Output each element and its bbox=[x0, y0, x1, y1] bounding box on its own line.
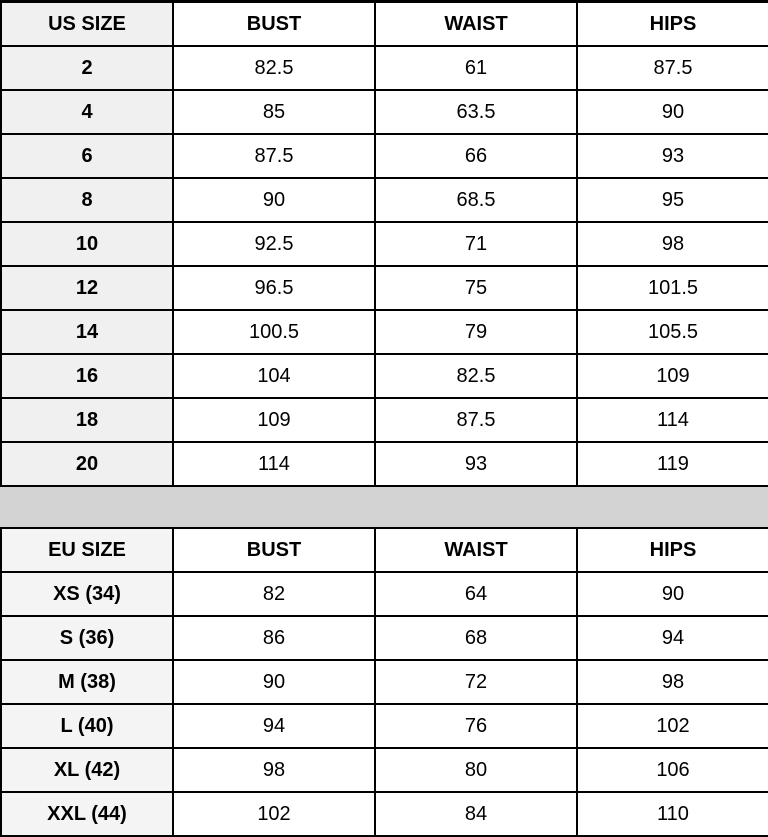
us-table-header bbox=[1, 2, 768, 47]
cell-hips: 105.5 bbox=[577, 310, 768, 354]
cell-size: L (40) bbox=[1, 704, 173, 748]
cell-hips: 101.5 bbox=[577, 266, 768, 310]
column-header-eu-size: EU SIZE bbox=[1, 528, 173, 572]
cell-bust: 94 bbox=[173, 704, 375, 748]
table-separator bbox=[0, 487, 768, 527]
cell-hips: 93 bbox=[577, 134, 768, 178]
cell-size: 2 bbox=[1, 46, 173, 90]
column-header-hips: HIPS bbox=[577, 528, 768, 572]
cell-size: M (38) bbox=[1, 660, 173, 704]
cell-hips: 109 bbox=[577, 354, 768, 398]
cell-size: 16 bbox=[1, 354, 173, 398]
cell-waist: 68 bbox=[375, 616, 577, 660]
cell-bust: 104 bbox=[173, 354, 375, 398]
table-row bbox=[1, 442, 768, 486]
cell-size: S (36) bbox=[1, 616, 173, 660]
cell-hips: 106 bbox=[577, 748, 768, 792]
cell-size: 14 bbox=[1, 310, 173, 354]
cell-size: 12 bbox=[1, 266, 173, 310]
cell-size: 4 bbox=[1, 90, 173, 134]
cell-hips: 90 bbox=[577, 90, 768, 134]
cell-size: XXL (44) bbox=[1, 792, 173, 836]
cell-bust: 102 bbox=[173, 792, 375, 836]
column-header-bust: BUST bbox=[173, 528, 375, 572]
cell-size: 18 bbox=[1, 398, 173, 442]
cell-bust: 109 bbox=[173, 398, 375, 442]
column-header-bust: BUST bbox=[173, 2, 375, 47]
column-header-waist: WAIST bbox=[375, 528, 577, 572]
cell-hips: 94 bbox=[577, 616, 768, 660]
table-row bbox=[1, 46, 768, 90]
table-row bbox=[1, 704, 768, 748]
table-row bbox=[1, 222, 768, 266]
cell-bust: 98 bbox=[173, 748, 375, 792]
cell-bust: 100.5 bbox=[173, 310, 375, 354]
column-header-hips: HIPS bbox=[577, 2, 768, 47]
table-row bbox=[1, 660, 768, 704]
cell-waist: 79 bbox=[375, 310, 577, 354]
table-row bbox=[1, 398, 768, 442]
cell-hips: 119 bbox=[577, 442, 768, 486]
cell-hips: 95 bbox=[577, 178, 768, 222]
table-row bbox=[1, 178, 768, 222]
cell-waist: 84 bbox=[375, 792, 577, 836]
cell-size: 8 bbox=[1, 178, 173, 222]
cell-waist: 71 bbox=[375, 222, 577, 266]
cell-waist: 64 bbox=[375, 572, 577, 616]
table-header-row bbox=[1, 528, 768, 572]
eu-table-body bbox=[1, 572, 768, 836]
cell-waist: 61 bbox=[375, 46, 577, 90]
us-table-body bbox=[1, 46, 768, 486]
cell-hips: 114 bbox=[577, 398, 768, 442]
cell-hips: 110 bbox=[577, 792, 768, 836]
table-row bbox=[1, 354, 768, 398]
eu-size-table-wrapper bbox=[0, 527, 768, 837]
table-row bbox=[1, 572, 768, 616]
cell-waist: 75 bbox=[375, 266, 577, 310]
table-row bbox=[1, 266, 768, 310]
table-row bbox=[1, 616, 768, 660]
eu-size-table bbox=[0, 527, 768, 837]
cell-hips: 98 bbox=[577, 222, 768, 266]
cell-bust: 92.5 bbox=[173, 222, 375, 266]
cell-size: XS (34) bbox=[1, 572, 173, 616]
cell-waist: 72 bbox=[375, 660, 577, 704]
cell-size: 20 bbox=[1, 442, 173, 486]
cell-waist: 76 bbox=[375, 704, 577, 748]
table-row bbox=[1, 748, 768, 792]
eu-table-header bbox=[1, 528, 768, 572]
cell-waist: 93 bbox=[375, 442, 577, 486]
cell-hips: 87.5 bbox=[577, 46, 768, 90]
column-header-us-size: US SIZE bbox=[1, 2, 173, 47]
table-header-row bbox=[1, 2, 768, 47]
cell-bust: 82 bbox=[173, 572, 375, 616]
cell-waist: 87.5 bbox=[375, 398, 577, 442]
table-row bbox=[1, 134, 768, 178]
cell-size: 6 bbox=[1, 134, 173, 178]
cell-bust: 96.5 bbox=[173, 266, 375, 310]
table-row bbox=[1, 90, 768, 134]
cell-hips: 90 bbox=[577, 572, 768, 616]
cell-waist: 82.5 bbox=[375, 354, 577, 398]
cell-bust: 85 bbox=[173, 90, 375, 134]
cell-bust: 114 bbox=[173, 442, 375, 486]
cell-bust: 82.5 bbox=[173, 46, 375, 90]
cell-bust: 86 bbox=[173, 616, 375, 660]
cell-waist: 66 bbox=[375, 134, 577, 178]
cell-waist: 80 bbox=[375, 748, 577, 792]
column-header-waist: WAIST bbox=[375, 2, 577, 47]
table-row bbox=[1, 310, 768, 354]
cell-hips: 98 bbox=[577, 660, 768, 704]
cell-bust: 90 bbox=[173, 660, 375, 704]
cell-hips: 102 bbox=[577, 704, 768, 748]
table-row bbox=[1, 792, 768, 836]
cell-size: XL (42) bbox=[1, 748, 173, 792]
cell-size: 10 bbox=[1, 222, 173, 266]
cell-bust: 87.5 bbox=[173, 134, 375, 178]
cell-waist: 68.5 bbox=[375, 178, 577, 222]
cell-bust: 90 bbox=[173, 178, 375, 222]
cell-waist: 63.5 bbox=[375, 90, 577, 134]
